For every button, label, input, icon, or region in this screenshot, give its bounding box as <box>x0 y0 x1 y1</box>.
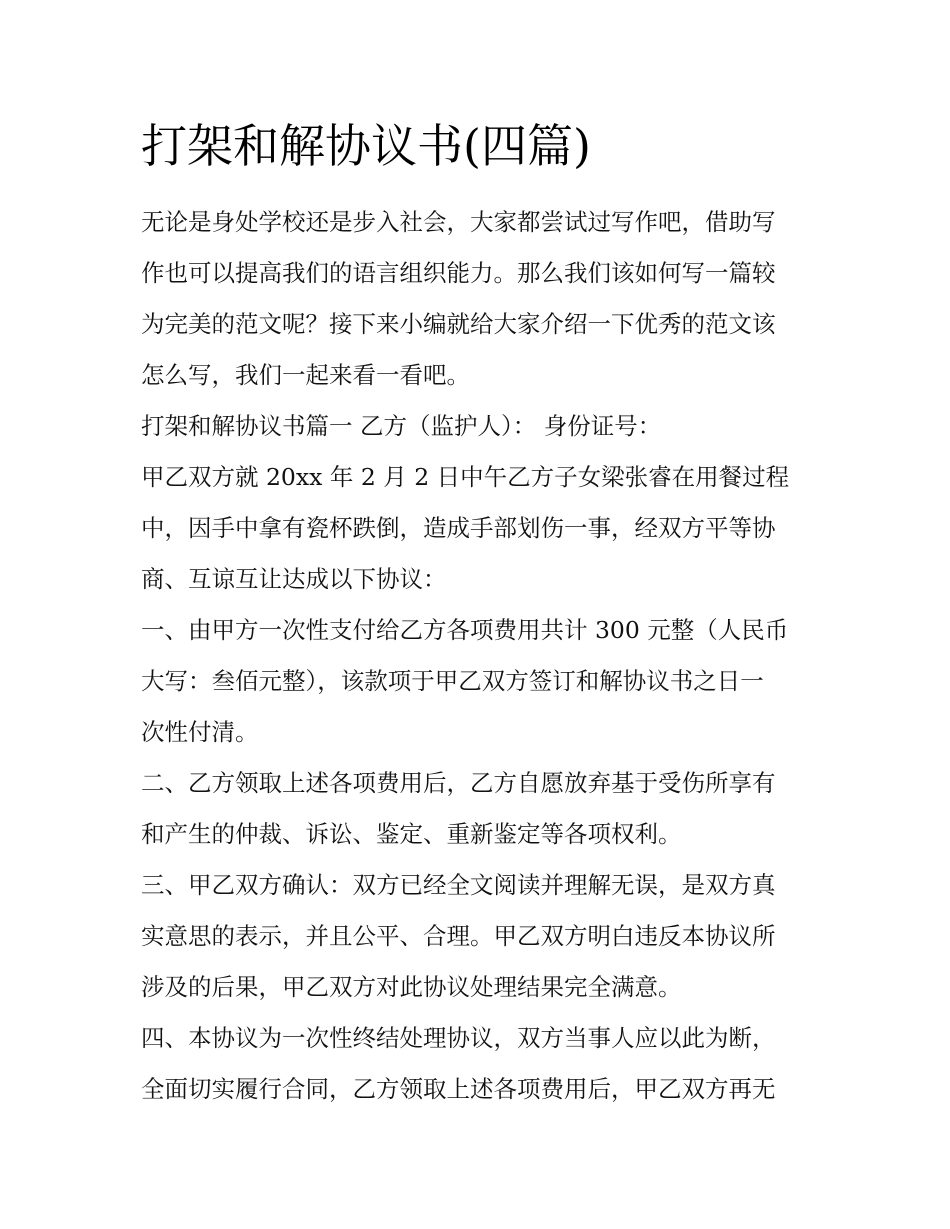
text-line: 中，因手中拿有瓷杯跌倒，造成手部划伤一事，经双方平等协 <box>141 514 776 542</box>
page-title: 打架和解协议书(四篇) <box>141 119 591 173</box>
text-line: 无论是身处学校还是步入社会，大家都尝试过写作吧，借助写 <box>141 208 776 236</box>
text-line: 甲乙双方就 20xx 年 2 月 2 日中午乙方子女梁张睿在用餐过程 <box>141 463 790 491</box>
text-line: 作也可以提高我们的语言组织能力。那么我们该如何写一篇较 <box>141 259 776 287</box>
clause-line: 实意思的表示，并且公平、合理。甲乙双方明白违反本协议所 <box>141 922 776 950</box>
text-line: 怎么写，我们一起来看一看吧。 <box>141 361 470 389</box>
clause-line: 全面切实履行合同，乙方领取上述各项费用后，甲乙双方再无 <box>141 1075 776 1103</box>
clause-line: 和产生的仲裁、诉讼、鉴定、重新鉴定等各项权利。 <box>141 820 682 848</box>
clause-line: 二、乙方领取上述各项费用后，乙方自愿放弃基于受伤所享有 <box>141 769 776 797</box>
clause-line: 四、本协议为一次性终结处理协议，双方当事人应以此为断， <box>141 1024 776 1052</box>
clause-line: 大写：叁佰元整），该款项于甲乙双方签订和解协议书之日一 <box>141 667 764 695</box>
clause-line: 涉及的后果，甲乙双方对此协议处理结果完全满意。 <box>141 973 682 1001</box>
document-body <box>141 197 816 1115</box>
clause-line: 次性付清。 <box>141 718 259 746</box>
clause-line: 三、甲乙双方确认：双方已经全文阅读并理解无误，是双方真 <box>141 871 776 899</box>
clause-line: 一、由甲方一次性支付给乙方各项费用共计 300 元整（人民币 <box>141 616 789 644</box>
section-heading: 打架和解协议书篇一 乙方（监护人）： 身份证号： <box>141 412 662 440</box>
text-line: 为完美的范文呢？接下来小编就给大家介绍一下优秀的范文该 <box>141 310 776 338</box>
text-line: 商、互谅互让达成以下协议： <box>141 565 447 593</box>
